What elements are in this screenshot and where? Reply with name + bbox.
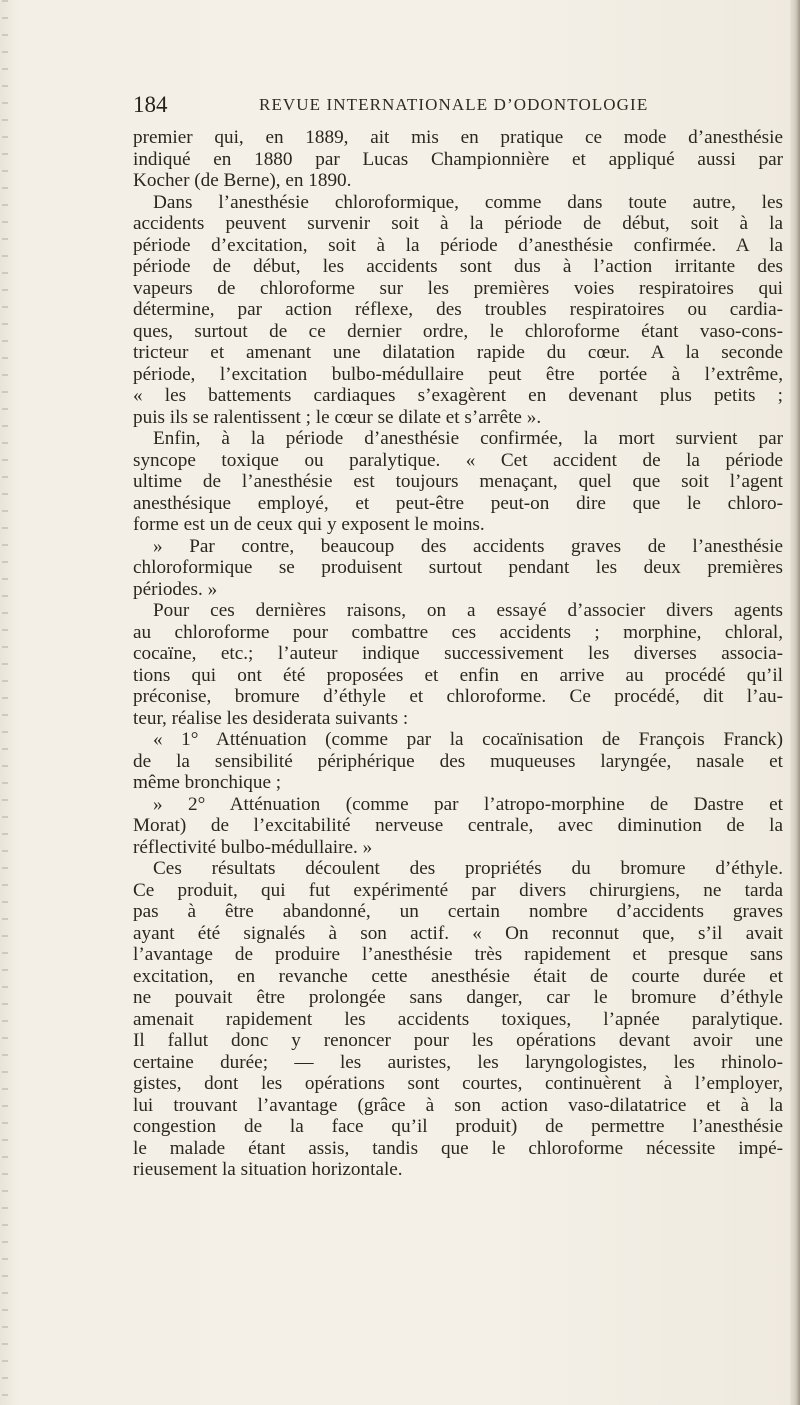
text-line: Ces résultats découlent des propriétés du bromure d’éthyle. [153,858,783,879]
text-line: cocaïne, etc.; l’auteur indique successivement les diverses associa- [133,643,783,664]
text-line: au chloroforme pour combattre ces accidents ; morphine, chloral, [133,621,783,643]
page-edge-shadow [790,0,800,1405]
text-line: chloroformique se produisent surtout pendant les deux premières [133,557,783,578]
page-number: 184 [133,92,168,117]
text-line: lui trouvant l’avantage (grâce à son action vaso-dilatatrice et à la [133,1094,783,1116]
text-line: puis ils se ralentissent ; le cœur se dilate et s’arrête ». [133,406,542,428]
text-line: accidents peuvent survenir soit à la période de début, soit à la [133,213,783,234]
text-line: teur, réalise les desiderata suivants : [133,707,409,729]
text-line: tricteur et amenant une dilatation rapide du cœur. A la seconde [133,342,783,363]
text-line: période de début, les accidents sont dus à l’action irritante des [133,256,783,277]
text-line: » Par contre, beaucoup des accidents graves de l’anesthésie [153,535,783,557]
body-text [133,127,783,1181]
text-line: l’avantage de produire l’anesthésie très rapidement et presque sans [133,944,783,965]
text-line: Dans l’anesthésie chloroformique, comme dans toute autre, les [153,191,783,213]
text-line: rieusement la situation horizontale. [133,1159,403,1180]
text-line: Il fallut donc y renoncer pour les opérations devant avoir une [133,1030,783,1051]
text-line: pas à être abandonné, un certain nombre d’accidents graves [133,901,783,922]
text-line: tions qui ont été proposées et enfin en arrive au procédé qu’il [133,664,783,686]
text-line: même bronchique ; [133,772,282,793]
text-line: périodes. » [133,578,218,600]
text-line: » 2° Atténuation (comme par l’atropo-morphine de Dastre et [153,793,783,815]
text-line: ne pouvait être prolongée sans danger, car le bromure d’éthyle [133,987,783,1008]
text-line: réflectivité bulbo-médullaire. » [133,836,373,858]
text-line: ayant été signalés à son actif. « On reconnut que, s’il avait [133,922,783,944]
text-line: ultime de l’anesthésie est toujours menaçant, quel que soit l’agent [133,471,783,492]
text-line: Ce produit, qui fut expérimenté par divers chirurgiens, ne tarda [133,879,783,901]
text-line: amenait rapidement les accidents toxiques, l’apnée paralytique. [133,1008,783,1030]
text-line: indiqué en 1880 par Lucas Championnière et appliqué aussi par [133,148,783,170]
text-line: « les battements cardiaques s’exagèrent en devenant plus petits ; [133,385,783,406]
text-line: période d’excitation, soit à la période d’anesthésie confirmée. A la [133,234,783,256]
text-line: gistes, dont les opérations sont courtes, continuèrent à l’employer, [133,1073,783,1094]
text-line: congestion de la face qu’il produit) de permettre l’anesthésie [133,1116,783,1137]
text-line: Enfin, à la période d’anesthésie confirmée, la mort survient par [153,428,783,449]
text-line: Pour ces dernières raisons, on a essayé d’associer divers agents [153,600,783,621]
text-line: de la sensibilité périphérique des muqueuses laryngée, nasale et [133,750,783,772]
text-line: forme est un de ceux qui y exposent le moins. [133,514,485,535]
text-line: Kocher (de Berne), en 1890. [133,170,352,191]
binding-gutter [2,0,8,1405]
running-head: REVUE INTERNATIONALE D’ODONTOLOGIE [259,95,649,114]
text-line: « 1° Atténuation (comme par la cocaïnisation de François Franck) [153,729,783,750]
text-line: premier qui, en 1889, ait mis en pratique ce mode d’anesthésie [133,127,783,148]
text-line: le malade étant assis, tandis que le chloroforme nécessite impé- [133,1137,783,1159]
text-line: Morat) de l’excitabilité nerveuse centrale, avec diminution de la [133,815,783,836]
page-header [133,92,783,122]
text-line: anesthésique employé, et peut-être peut-on dire que le chloro- [133,492,783,514]
text-line: vapeurs de chloroforme sur les premières voies respiratoires qui [133,277,783,299]
text-line: détermine, par action réflexe, des troubles respiratoires ou cardia- [133,299,783,320]
text-line: certaine durée; — les auristes, les laryngologistes, les rhinolo- [133,1051,783,1073]
text-line: période, l’excitation bulbo-médullaire peut être portée à l’extrême, [133,363,783,385]
text-line: préconise, bromure d’éthyle et chloroforme. Ce procédé, dit l’au- [133,686,783,707]
text-line: ques, surtout de ce dernier ordre, le chloroforme étant vaso-cons- [133,320,783,342]
text-line: syncope toxique ou paralytique. « Cet accident de la période [133,449,783,471]
text-line: excitation, en revanche cette anesthésie était de courte durée et [133,965,783,987]
